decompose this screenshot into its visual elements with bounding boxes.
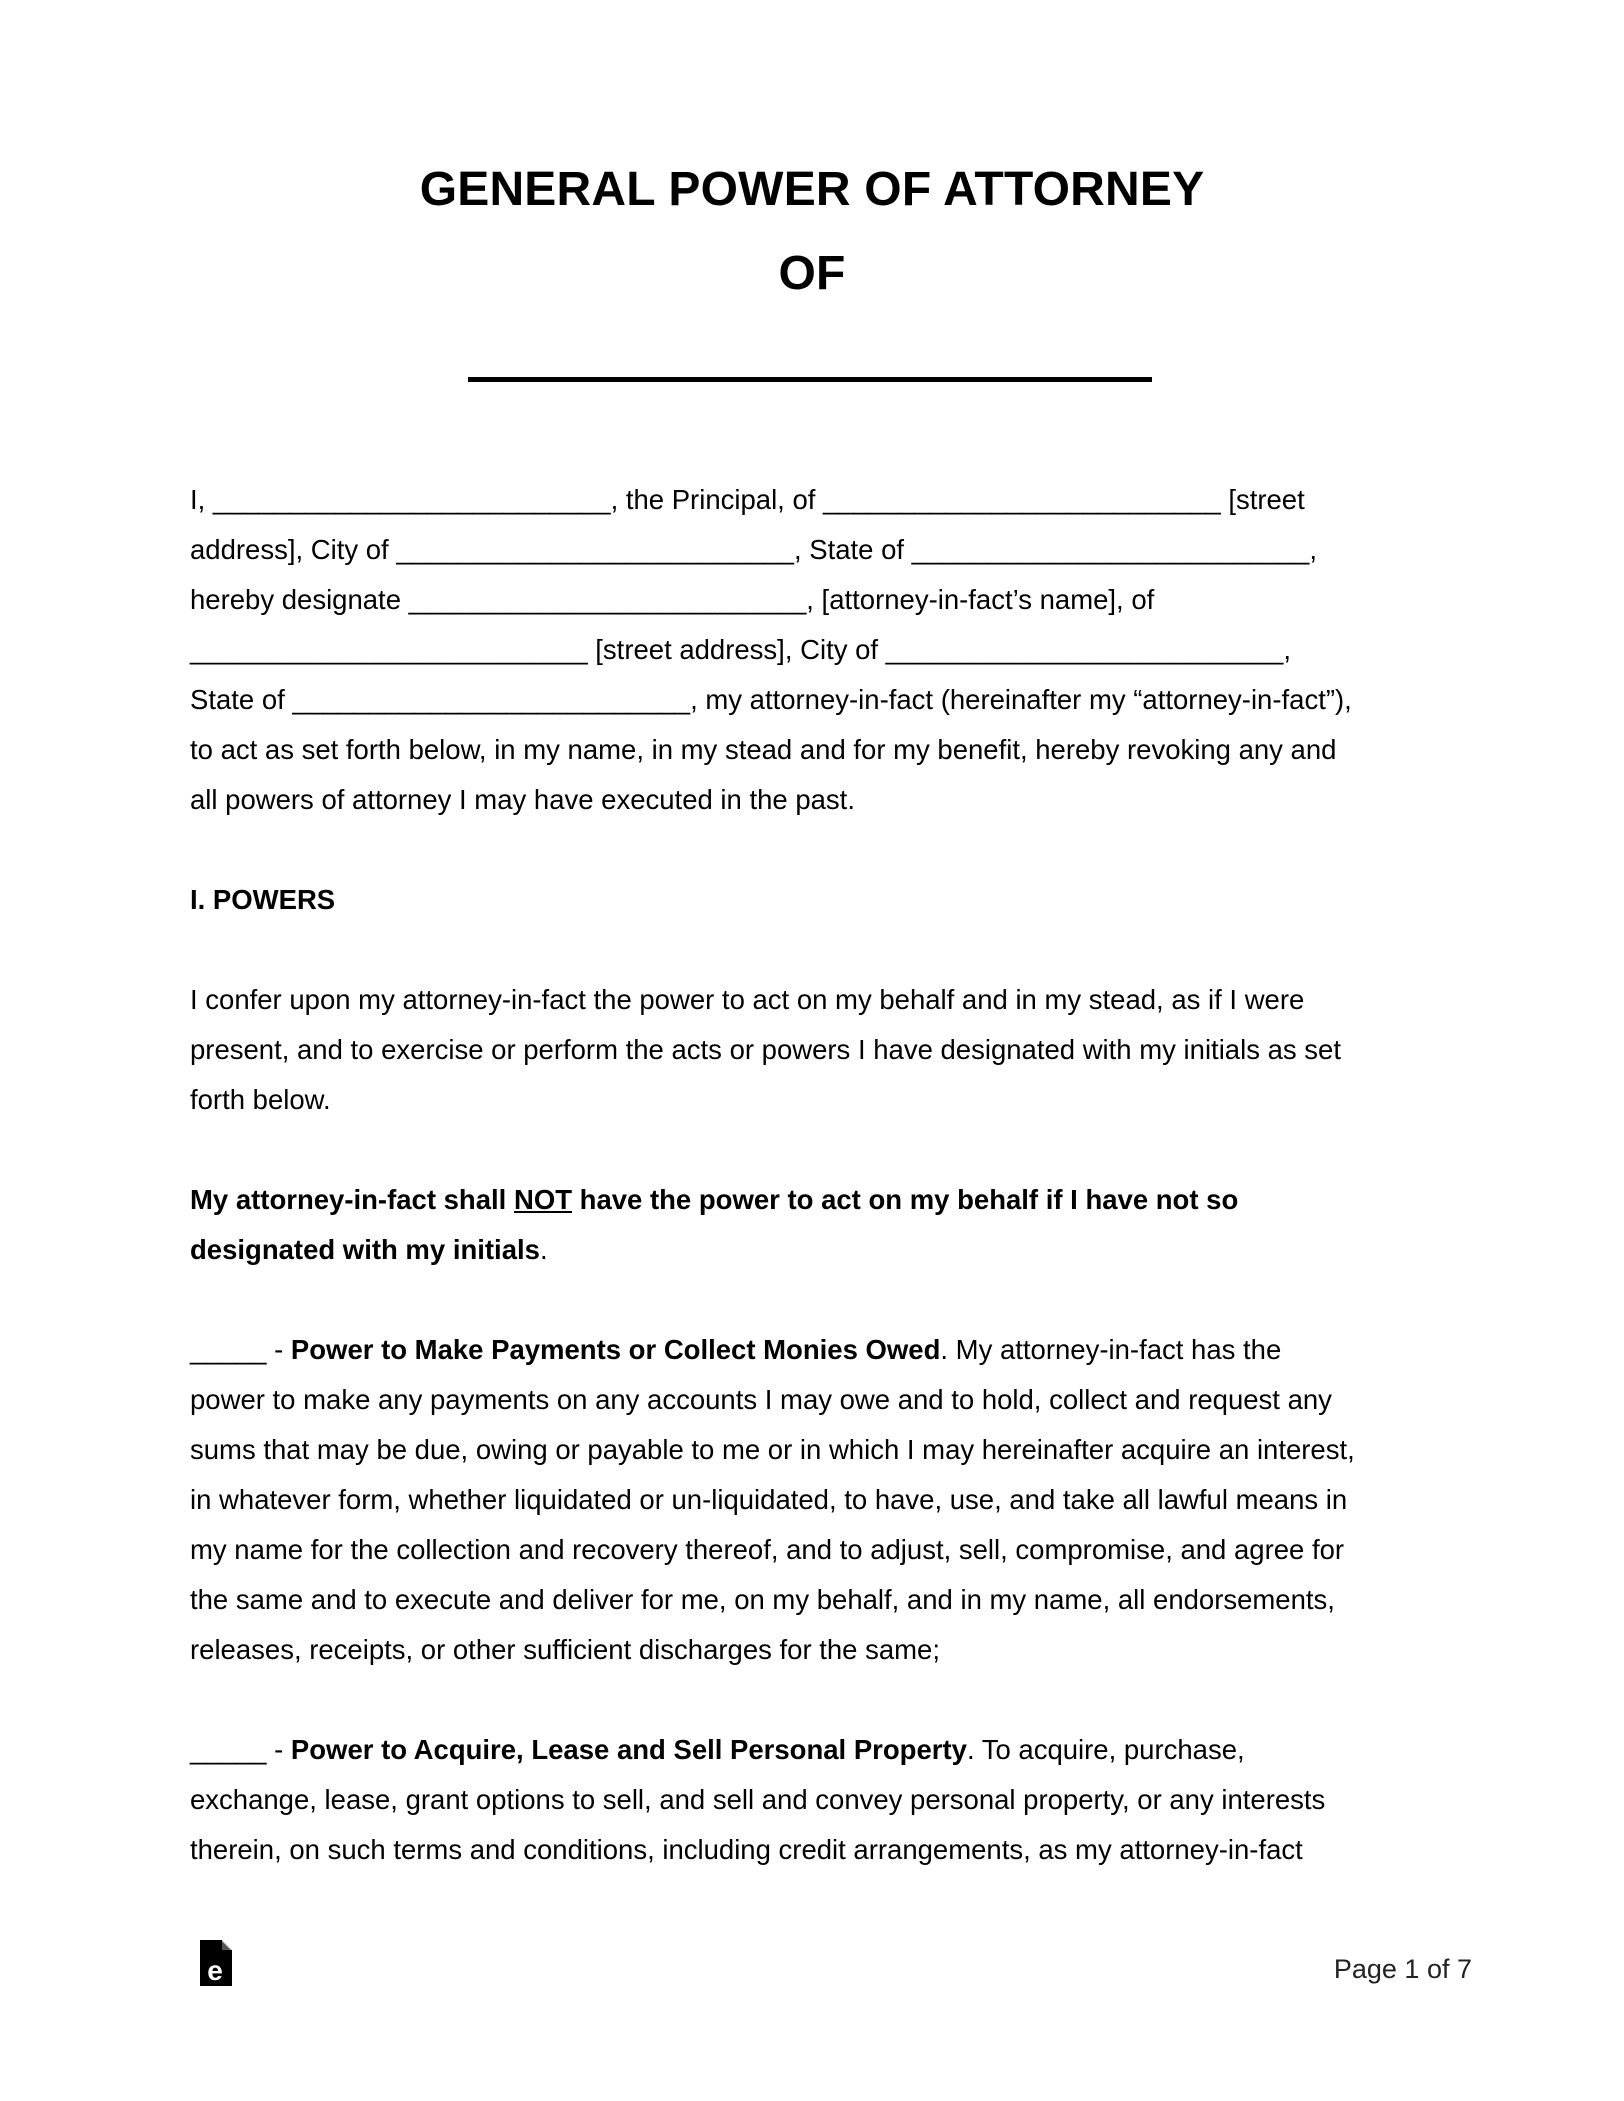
- power-line: therein, on such terms and conditions, including credit arrangements, as my attorney-in-fact: [190, 1834, 1303, 1865]
- notice-text: have the power to act on my behalf if I have not so: [572, 1184, 1239, 1215]
- svg-text:e: e: [207, 1955, 223, 1986]
- power-payments-paragraph: [190, 1325, 1450, 1675]
- notice-line-1: [190, 1175, 1450, 1225]
- intro-line: hereby designate __________________________, [attorney-in-fact’s name], of: [190, 584, 1155, 615]
- confer-line: forth below.: [190, 1084, 331, 1115]
- intro-line: State of __________________________, my attorney-in-fact (hereinafter my “attorney-in-fact”),: [190, 684, 1352, 715]
- notice-not-emphasis: NOT: [513, 1184, 573, 1215]
- power-text: . To acquire, purchase,: [966, 1734, 1245, 1765]
- power-line: in whatever form, whether liquidated or un-liquidated, to have, use, and take all lawful means in: [190, 1484, 1348, 1515]
- document-title-of: OF: [778, 247, 846, 300]
- intro-paragraph: [190, 475, 1450, 825]
- power-first-line: [190, 1725, 1450, 1775]
- document-title: GENERAL POWER OF ATTORNEY: [419, 163, 1205, 216]
- intro-line: to act as set forth below, in my name, in my stead and for my benefit, hereby revoking any and: [190, 734, 1337, 765]
- power-personal-property-paragraph: [190, 1725, 1450, 1875]
- power-heading: Power to Make Payments or Collect Monies Owed: [290, 1334, 941, 1365]
- section-heading-powers: I. POWERS: [190, 884, 336, 915]
- power-line: my name for the collection and recovery thereof, and to adjust, sell, compromise, and agree for: [190, 1534, 1345, 1565]
- eforms-logo-icon: [198, 1940, 234, 1988]
- power-line: sums that may be due, owing or payable to me or in which I may hereinafter acquire an interest,: [190, 1434, 1355, 1465]
- initials-blank: _____ -: [190, 1734, 291, 1765]
- initials-blank: _____ -: [190, 1334, 291, 1365]
- notice-text: My attorney-in-fact shall: [190, 1184, 514, 1215]
- confer-paragraph: [190, 975, 1450, 1125]
- notice-text: designated with my initials: [190, 1234, 540, 1265]
- intro-line: __________________________ [street address], City of __________________________,: [190, 634, 1291, 665]
- power-line: exchange, lease, grant options to sell, and sell and convey personal property, or any interests: [190, 1784, 1326, 1815]
- notice-paragraph: [190, 1175, 1450, 1275]
- intro-line: address], City of __________________________, State of __________________________,: [190, 534, 1317, 565]
- intro-line: I, __________________________, the Principal, of __________________________ [street: [190, 484, 1305, 515]
- power-first-line: [190, 1325, 1450, 1375]
- principal-name-blank-line: [468, 377, 1152, 382]
- power-heading: Power to Acquire, Lease and Sell Personal Property: [290, 1734, 967, 1765]
- notice-period: .: [539, 1234, 548, 1265]
- page-number: Page 1 of 7: [1333, 1954, 1472, 1984]
- intro-line: all powers of attorney I may have executed in the past.: [190, 784, 855, 815]
- confer-line: I confer upon my attorney-in-fact the power to act on my behalf and in my stead, as if I were: [190, 984, 1305, 1015]
- notice-line-2: [190, 1225, 1450, 1275]
- power-text: . My attorney-in-fact has the: [940, 1334, 1282, 1365]
- power-line: the same and to execute and deliver for me, on my behalf, and in my name, all endorsements,: [190, 1584, 1335, 1615]
- power-line: releases, receipts, or other sufficient discharges for the same;: [190, 1634, 940, 1665]
- power-line: power to make any payments on any accounts I may owe and to hold, collect and request any: [190, 1384, 1332, 1415]
- confer-line: present, and to exercise or perform the acts or powers I have designated with my initials as set: [190, 1034, 1341, 1065]
